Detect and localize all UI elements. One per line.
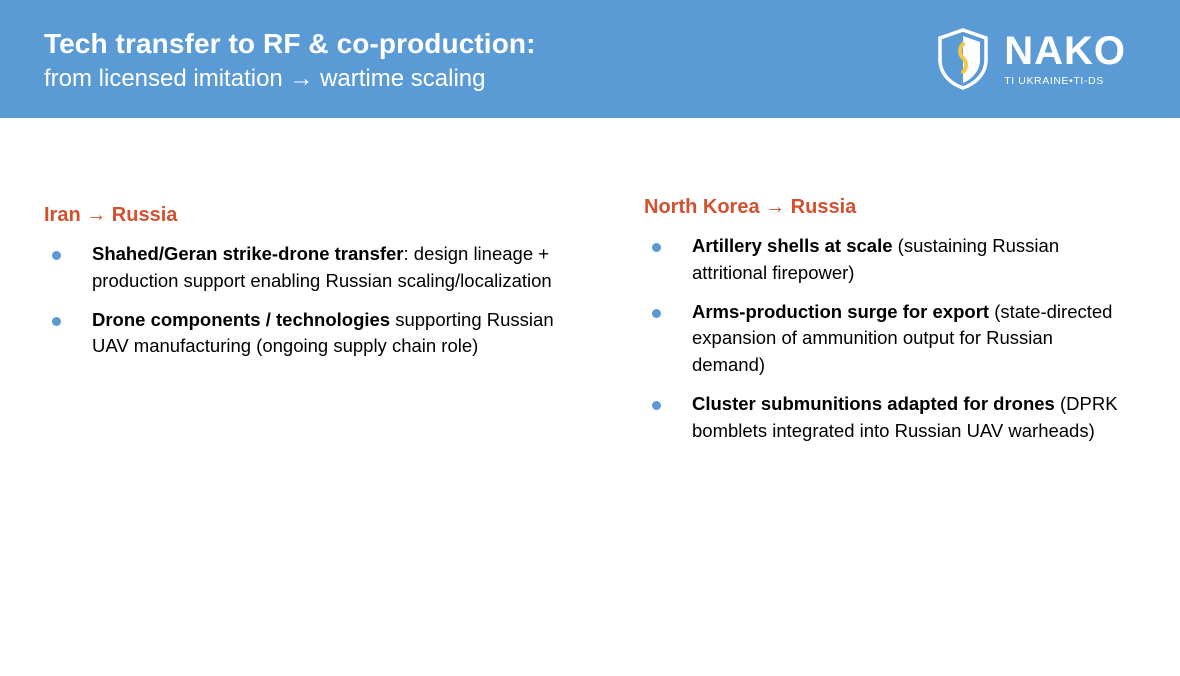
bullet-rest: (DPRK bomblets integrated into Russian UAV warheads) [692,393,1118,441]
column-heading-north-korea: North Korea → Russia [644,196,857,218]
header-text-block [44,23,536,95]
list-item [644,391,1120,445]
bullet-list-iran [44,241,570,360]
brand-tagline: TI UKRAINE•TI-DS [1004,75,1104,87]
bullet-rest: supporting Russian UAV manufacturing (ongoing supply chain role) [92,308,554,357]
nako-logo [936,28,1136,90]
content-columns [0,118,1180,676]
list-item [644,233,1120,287]
slide-title: Tech transfer to RF & co-production: [44,28,536,59]
bullet-strong: Drone components / technologies [92,308,391,330]
bullet-rest: (sustaining Russian attritional firepower) [692,235,1060,283]
bullet-list-north-korea [644,233,1120,445]
bullet-rest: : design lineage + production support enabling Russian scaling/localization [92,243,552,291]
bullet-strong: Artillery shells at scale [692,235,893,256]
column-north-korea [600,118,1180,676]
list-item [44,241,570,295]
bullet-strong: Arms-production surge for export [692,300,990,322]
list-item [44,307,570,361]
slide-header-band [0,0,1180,118]
shield-icon [936,28,990,90]
slide-subtitle: from licensed imitation → wartime scaling [44,64,486,92]
bullet-rest: (state-directed expansion of ammunition output for Russian demand) [692,300,1113,376]
bullet-strong: Cluster submunitions adapted for drones [692,393,1055,415]
column-heading-iran: Iran → Russia [44,204,178,226]
column-iran [0,118,600,676]
bullet-strong: Shahed/Geran strike-drone transfer [92,243,404,264]
list-item [644,299,1120,379]
brand-name: NAKO [1004,29,1126,73]
logo-text-block [1004,31,1126,87]
